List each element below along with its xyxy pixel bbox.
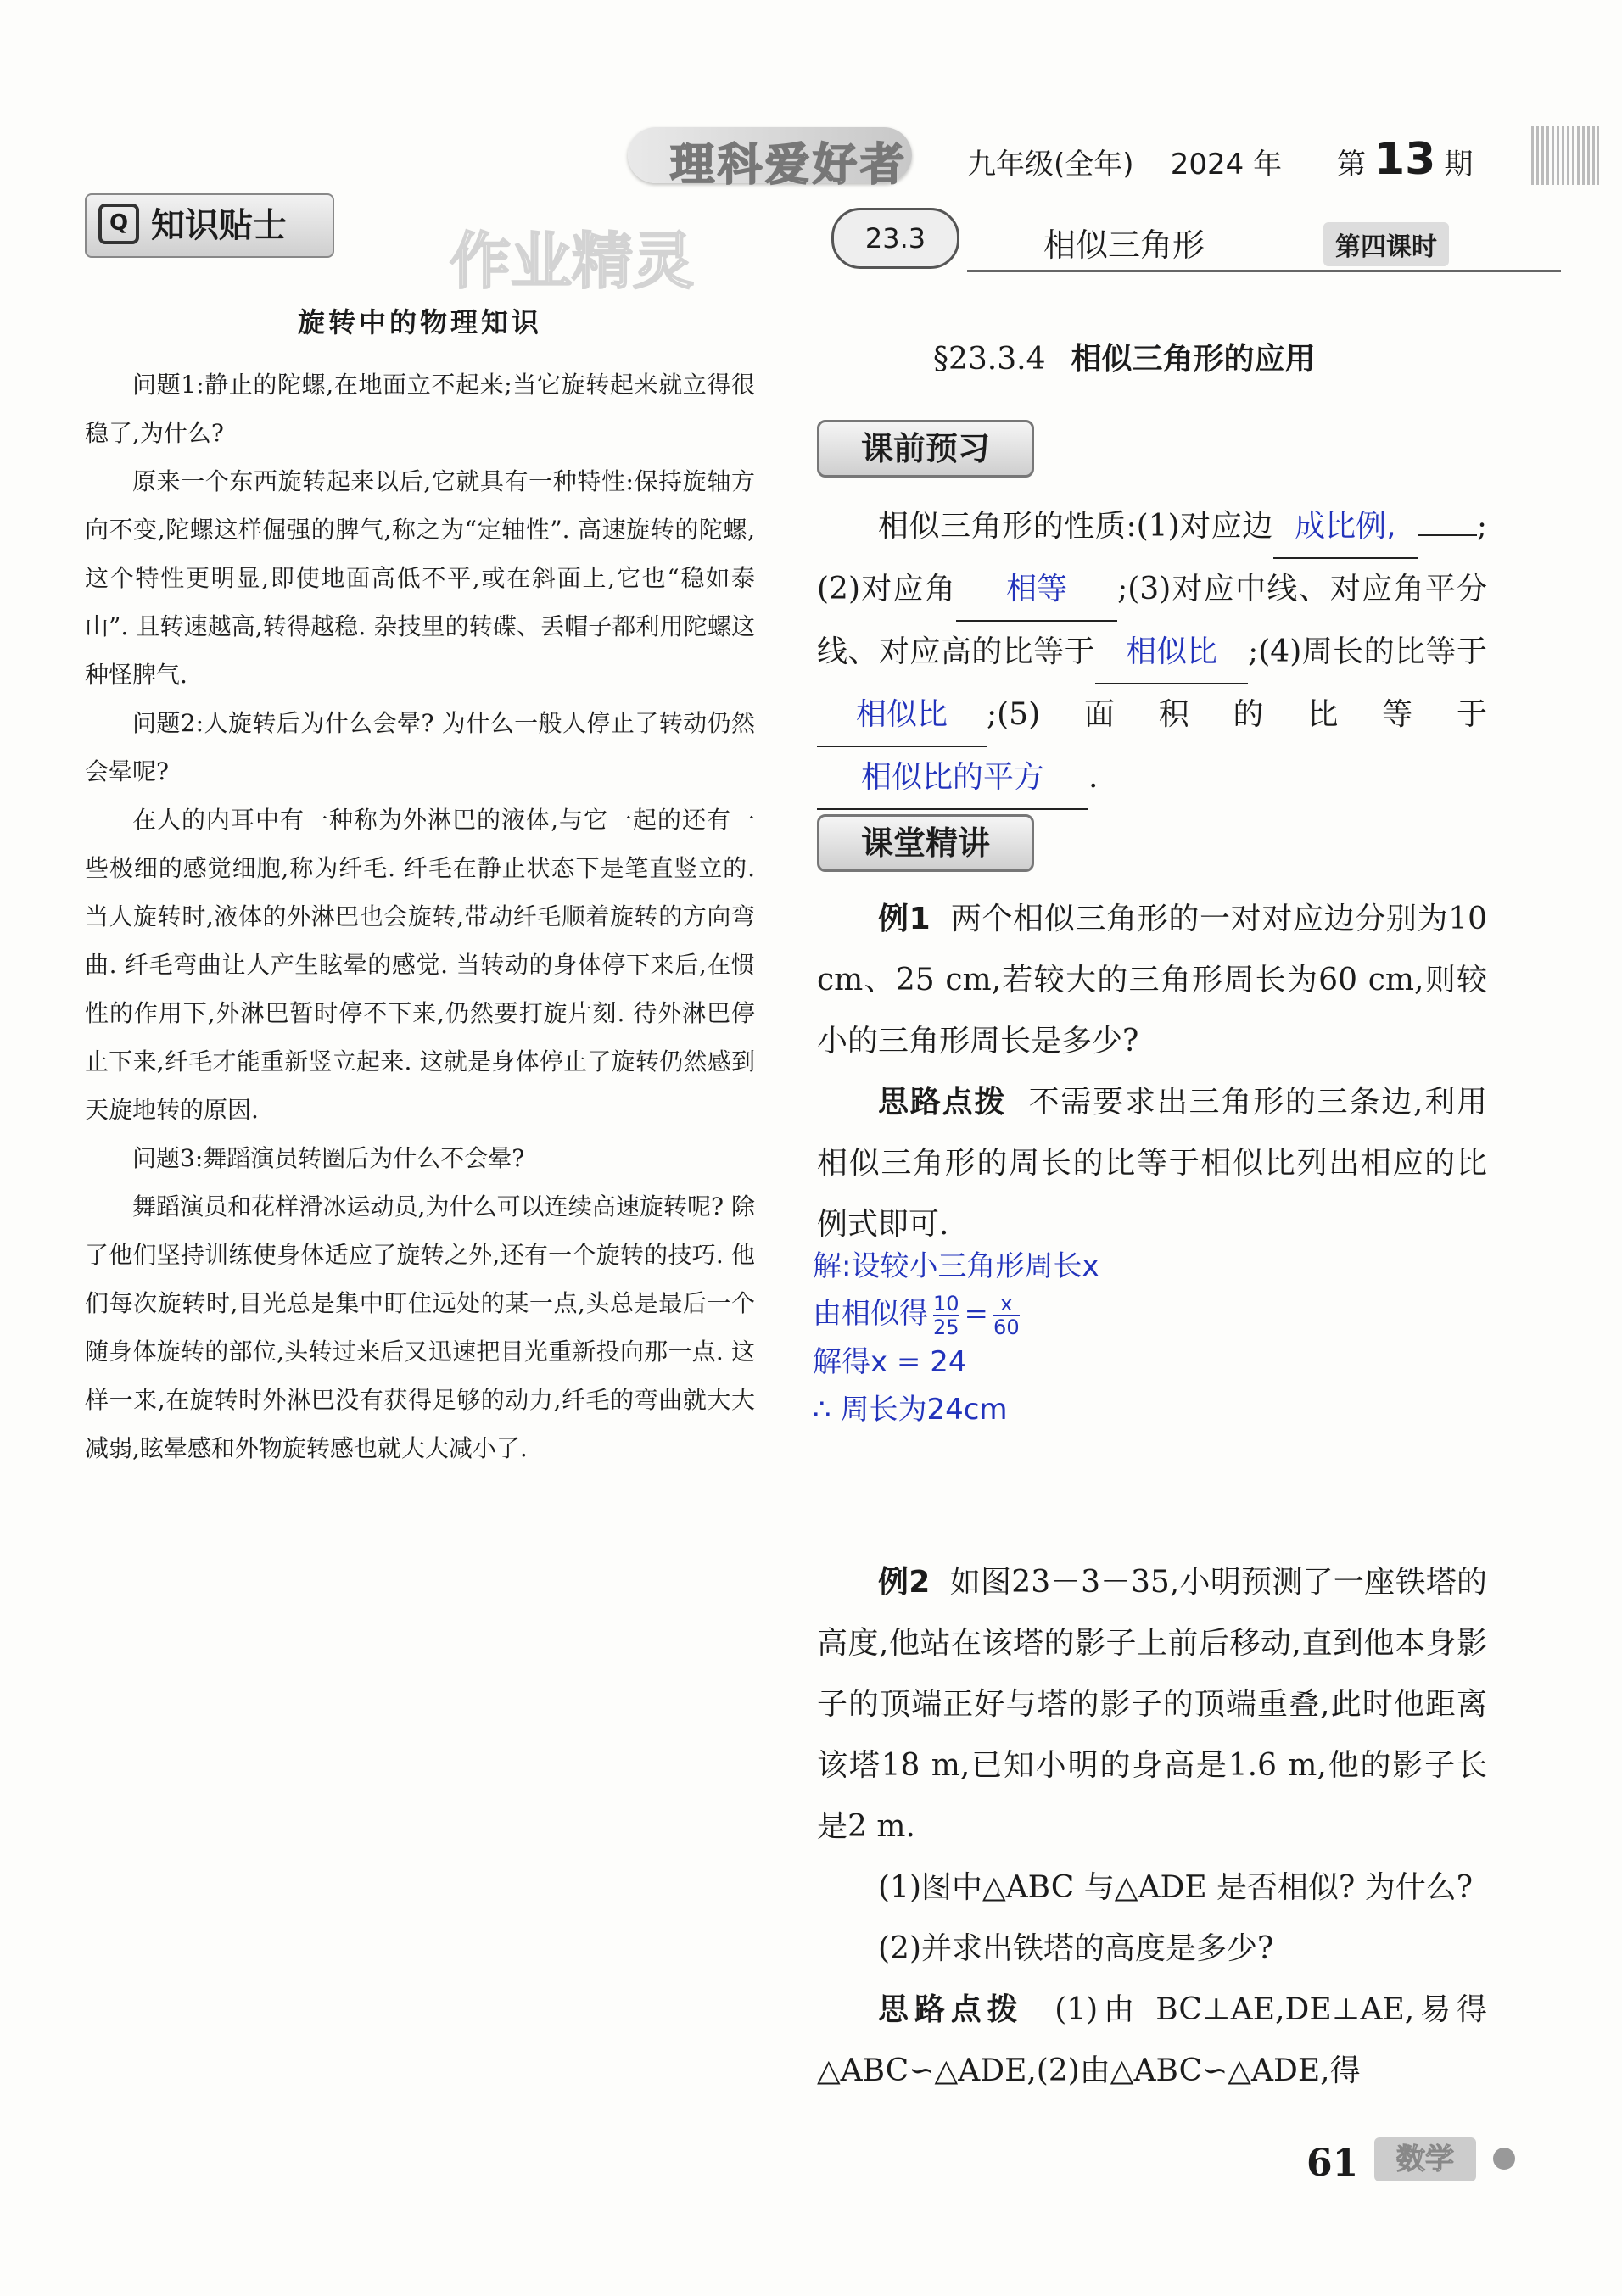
page-number: 61: [1306, 2142, 1359, 2185]
prop-text: ;(5)面积的比等于: [987, 697, 1487, 732]
solution-text: 由相似得: [813, 1297, 928, 1331]
denominator: 25: [933, 1315, 959, 1339]
prop-intro: 相似三角形的性质:(1)对应边: [878, 509, 1273, 544]
hint-label: 思路点拨: [878, 1085, 1007, 1120]
paragraph: 在人的内耳中有一种称为外淋巴的液体,与它一起的还有一些极细的感觉细胞,称为纤毛. 纤毛在静止状态下是笔直竖立的. 当人旋转时,液体的外淋巴也会旋转,带动纤毛顺着旋转的方向弯曲. 纤毛弯曲让人产生眩晕的感觉. 当转动的身体停下来后,在惯性的作用下,外淋巴暂时停不下来,仍然要打旋片刻. 待外淋巴停止下来,纤毛才能重新竖立起来. 这就是身体停止了旋转仍然感到天旋地转的原因.: [85, 806, 755, 1124]
solution-line: ∴ 周长为24cm: [813, 1392, 1008, 1427]
properties-block: [817, 496, 1487, 810]
article-body: [85, 360, 755, 1472]
handwritten-solution: [813, 1243, 1099, 1433]
numerator: x: [993, 1293, 1020, 1316]
answer-blank: 相等: [956, 559, 1117, 622]
answer-blank: 相似比: [1095, 622, 1248, 684]
header-decoration: [1531, 126, 1599, 185]
paragraph: 问题3:舞蹈演员转圈后为什么不会晕?: [132, 1144, 525, 1172]
subsection-number: §23.3.4: [933, 342, 1046, 377]
prop-text: ;(4)周长的比等于: [1248, 634, 1487, 669]
lesson-label: 第四课时: [1323, 222, 1449, 266]
issue-suffix: 期: [1444, 148, 1474, 182]
issue-info: [967, 134, 1473, 185]
hint-label: 思路点拨: [878, 1992, 1024, 2027]
prop-text: ;(2)对应角: [817, 509, 1487, 606]
example-label: 例1: [878, 902, 931, 936]
example-2: [817, 1552, 1487, 2102]
classroom-tag: 课堂精讲: [817, 814, 1034, 872]
issue-number: 13: [1373, 134, 1436, 185]
fraction: [993, 1293, 1020, 1338]
answer-blank: 成比例,: [1273, 496, 1418, 559]
tips-icon: Q: [98, 204, 139, 244]
tips-label: 知识贴士: [151, 206, 287, 245]
preview-tag: 课前预习: [817, 420, 1034, 478]
solution-line: 解得x = 24: [813, 1344, 967, 1379]
hint-text: 不需要求出三角形的三条边,利用相似三角形的周长的比等于相似比列出相应的比例式即可.: [817, 1085, 1487, 1242]
subject-tag: 数学: [1374, 2137, 1476, 2181]
section-rule: [967, 270, 1561, 272]
numerator: 10: [933, 1291, 959, 1316]
year-label: 2024 年: [1170, 148, 1283, 182]
question: (2)并求出铁塔的高度是多少?: [878, 1931, 1274, 1966]
prop-end: .: [1088, 760, 1099, 795]
solution-line: 解:设较小三角形周长x: [813, 1249, 1099, 1283]
paragraph: 原来一个东西旋转起来以后,它就具有一种特性:保持旋轴方向不变,陀螺这样倔强的脾气,称之为“定轴性”. 高速旋转的陀螺,这个特性更明显,即使地面高低不平,或在斜面上,它也“稳如泰山”. 且转速越高,转得越稳. 杂技里的转碟、丢帽子都利用陀螺这种怪脾气.: [85, 467, 755, 689]
footer-dot-icon: [1493, 2148, 1515, 2170]
equals-sign: =: [964, 1297, 989, 1331]
fraction: [933, 1293, 959, 1338]
magazine-title: 理科爱好者: [670, 140, 909, 191]
example-text: 两个相似三角形的一对对应边分别为10 cm、25 cm,若较大的三角形周长为60 cm,则较小的三角形周长是多少?: [817, 902, 1488, 1059]
prop-text: ;(3)对应中线、对应角平分线、对应高的比等于: [817, 572, 1488, 669]
example-text: 如图23－3－35,小明预测了一座铁塔的高度,他站在该塔的影子上前后移动,直到他本身影子的顶端正好与塔的影子的顶端重叠,此时他距离该塔18 m,已知小明的身高是1.6 m,他的影子长是2 m.: [817, 1565, 1487, 1844]
paragraph: 问题2:人旋转后为什么会晕? 为什么一般人停止了转动仍然会晕呢?: [85, 709, 755, 785]
answer-blank: 相似比的平方: [817, 747, 1088, 810]
issue-prefix: 第: [1336, 148, 1366, 182]
answer-blank-empty: [1418, 534, 1477, 536]
solution-line-fraction: [813, 1290, 1099, 1338]
answer-blank: 相似比: [817, 684, 987, 747]
watermark: 作业精灵: [450, 226, 695, 297]
grade-label: 九年级(全年): [967, 148, 1134, 182]
example-label: 例2: [878, 1565, 931, 1600]
section-title: 相似三角形: [1043, 226, 1205, 264]
denominator: 60: [993, 1315, 1020, 1339]
paragraph: 问题1:静止的陀螺,在地面立不起来;当它旋转起来就立得很稳了,为什么?: [85, 371, 755, 447]
article-title: 旋转中的物理知识: [297, 306, 542, 338]
subsection-heading: [933, 335, 1316, 378]
section-number: 23.3: [831, 208, 959, 269]
subsection-title: 相似三角形的应用: [1071, 342, 1316, 377]
paragraph: 舞蹈演员和花样滑冰运动员,为什么可以连续高速旋转呢? 除了他们坚持训练使身体适应了旋转之外,还有一个旋转的技巧. 他们每次旋转时,目光总是集中盯住远处的某一点,头总是最后一个随身体旋转的部位,头转过来后又迅速把目光重新投向那一点. 这样一来,在旋转时外淋巴没有获得足够的动力,纤毛的弯曲就大大减弱,眩晕感和外物旋转感也就大大减小了.: [85, 1193, 755, 1462]
question: (1)图中△ABC 与△ADE 是否相似? 为什么?: [878, 1870, 1474, 1905]
hint-text: (1)由 BC⊥AE,DE⊥AE,易得△ABC∽△ADE,(2)由△ABC∽△ADE,得: [817, 1992, 1487, 2088]
example-1: [817, 889, 1487, 1255]
knowledge-tips-tag: [85, 193, 334, 258]
